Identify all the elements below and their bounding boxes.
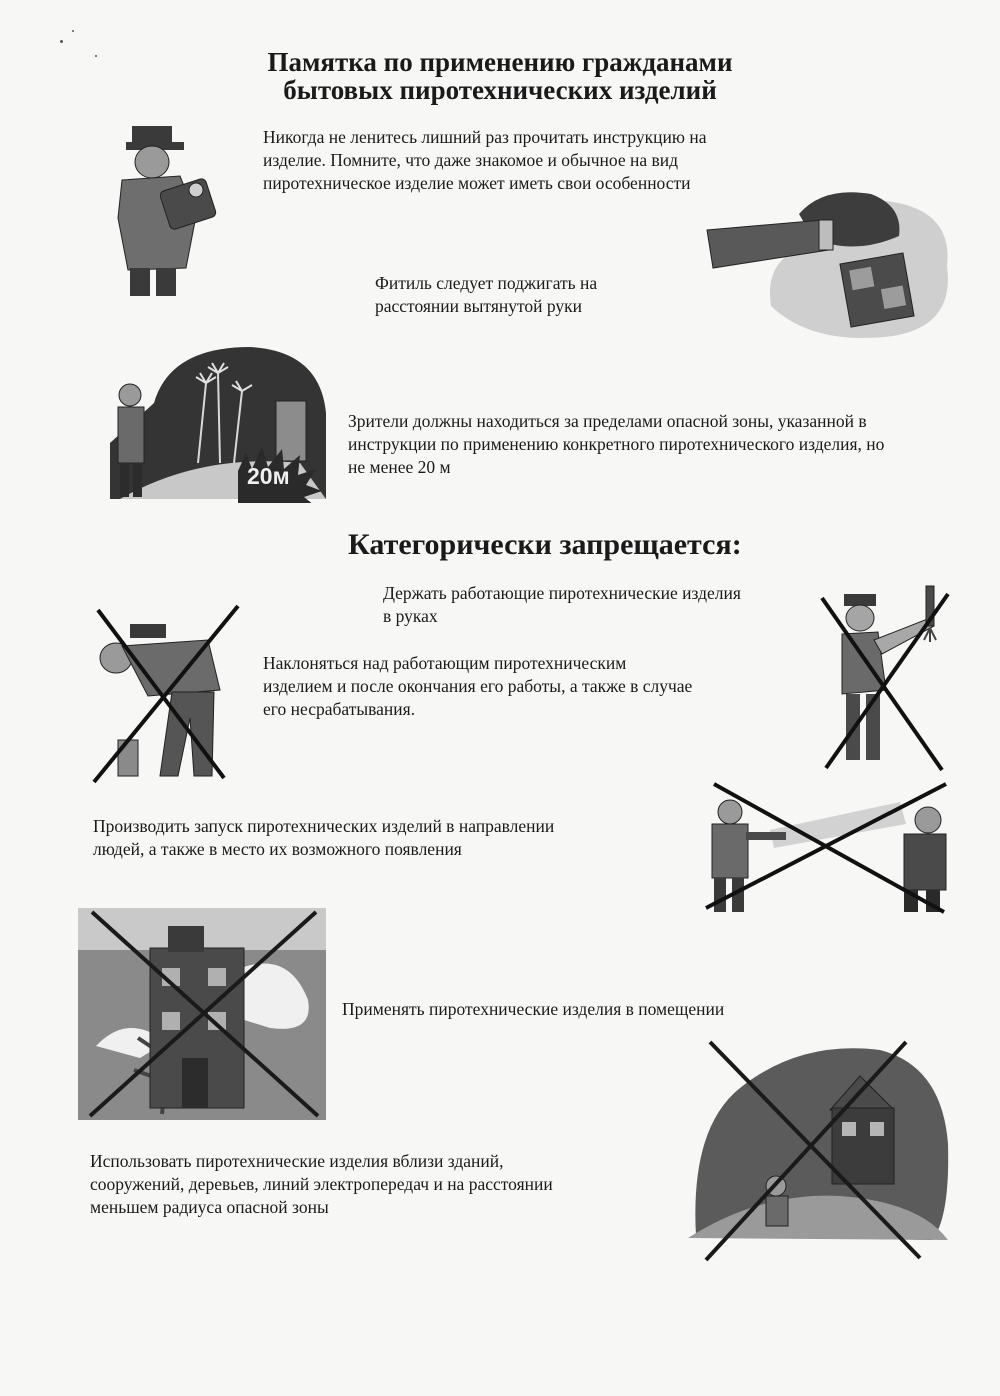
illustration-holding-firework — [812, 578, 958, 774]
distance-line-1: Зрители должны находиться за пределами опасной зоны, указанной в — [348, 411, 867, 431]
lean-line-1: Наклоняться над работающим пиротехническим — [263, 653, 627, 673]
hold-line-2: в руках — [383, 606, 438, 626]
aim-line-2: людей, а также в место их возможного появления — [93, 839, 462, 859]
near-buildings-line-3: меньшем радиуса опасной зоны — [90, 1197, 329, 1217]
instruction-line-1: Никогда не ленитесь лишний раз прочитать инструкцию на — [263, 127, 707, 147]
lean-text — [263, 652, 692, 721]
indoors-text — [342, 998, 724, 1021]
instruction-line-3: пиротехническое изделие может иметь свои особенности — [263, 173, 691, 193]
hold-text — [383, 582, 741, 628]
fuse-line-1: Фитиль следует поджигать на — [375, 273, 598, 293]
hold-line-1: Держать работающие пиротехнические изделия — [383, 583, 741, 603]
lean-line-2: изделием и после окончания его работы, а также в случае — [263, 676, 693, 696]
distance-text — [348, 410, 884, 479]
distance-line-3: не менее 20 м — [348, 457, 451, 477]
illustration-near-buildings — [680, 1032, 952, 1264]
scan-speck — [60, 40, 63, 43]
indoors-line-1: Применять пиротехнические изделия в помещении — [342, 999, 725, 1019]
illustration-aiming-at-people — [700, 778, 958, 914]
fuse-text — [375, 272, 597, 318]
distance-badge: 20м — [247, 463, 290, 489]
illustration-spectators-distance — [100, 343, 328, 503]
near-buildings-line-2: сооружений, деревьев, линий электропередач и на расстоянии — [90, 1174, 553, 1194]
distance-line-2: инструкции по применению конкретного пиротехнического изделия, но — [348, 434, 885, 454]
fuse-line-2: расстоянии вытянутой руки — [375, 296, 583, 316]
prohibited-heading: Категорически запрещается: — [348, 528, 742, 561]
scan-speck — [72, 30, 74, 32]
instruction-line-2: изделие. Помните, что даже знакомое и обычное на вид — [263, 150, 679, 170]
illustration-indoors-burning-house — [78, 908, 326, 1120]
illustration-lighting-fuse — [703, 186, 955, 346]
aim-text — [93, 815, 554, 861]
lean-line-3: его несрабатывания. — [263, 699, 416, 719]
near-buildings-line-1: Использовать пиротехнические изделия вблизи зданий, — [90, 1151, 504, 1171]
illustration-leaning-over-firework — [88, 600, 248, 786]
illustration-person-reading-instructions — [100, 118, 230, 298]
page-title-line-1: Памятка по применению гражданами — [267, 47, 733, 77]
aim-line-1: Производить запуск пиротехнических изделий в направлении — [93, 816, 555, 836]
instruction-text — [263, 126, 706, 195]
near-buildings-text — [90, 1150, 553, 1219]
page-title — [0, 48, 1000, 104]
page-title-line-2: бытовых пиротехнических изделий — [283, 75, 717, 105]
